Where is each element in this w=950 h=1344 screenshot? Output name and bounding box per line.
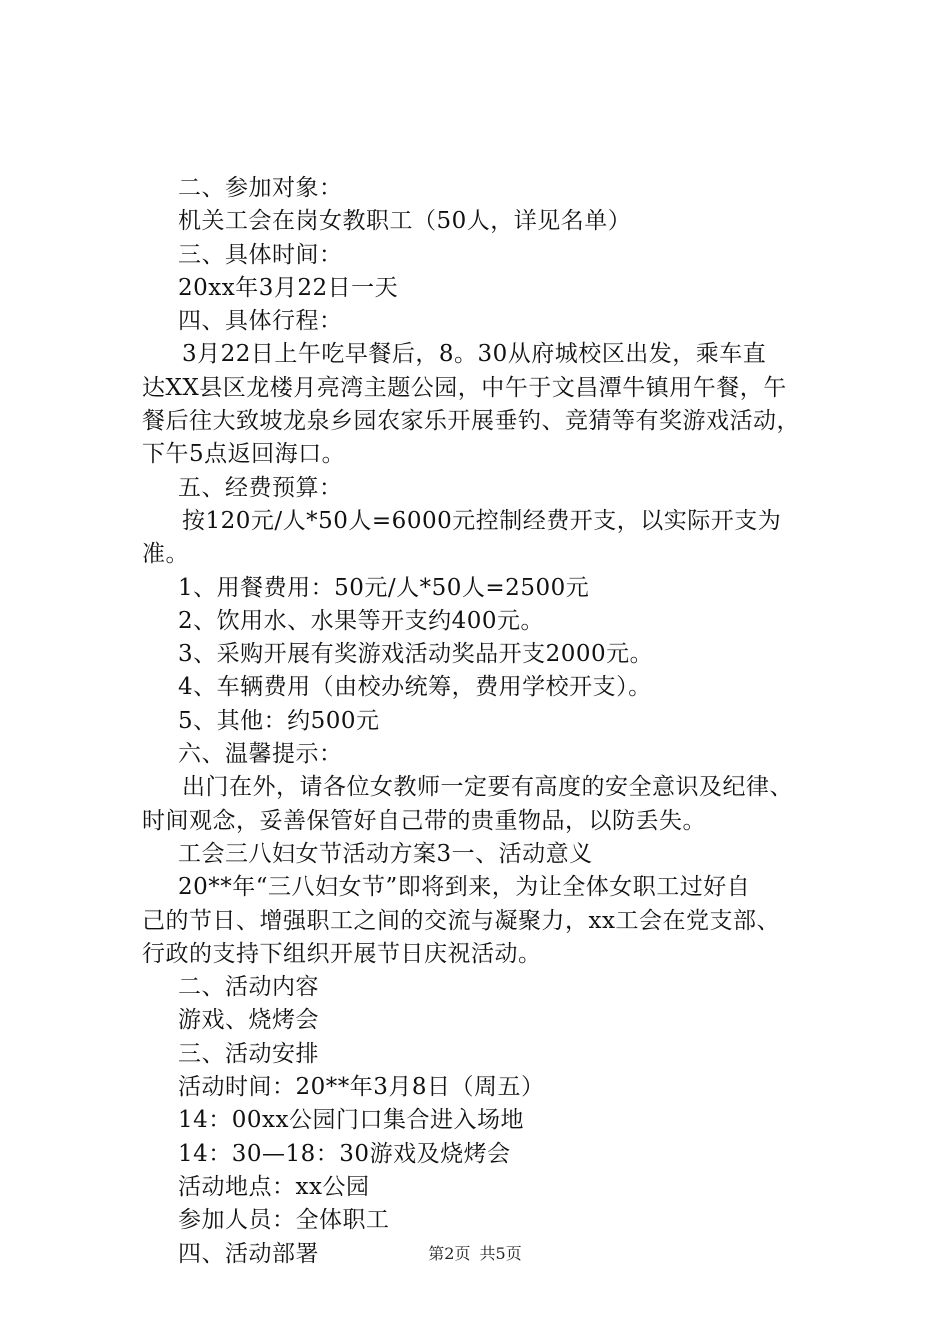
budget-item: 4、车辆费用（由校办统筹，费用学校开支）。 bbox=[178, 674, 652, 701]
page-total: 共5页 bbox=[479, 1244, 522, 1263]
text-line: 14：30—18：30游戏及烧烤会 bbox=[178, 1140, 511, 1167]
section-heading-arrangement: 三、活动安排 bbox=[178, 1040, 319, 1067]
section-heading-participants: 二、参加对象： bbox=[178, 175, 343, 201]
text-line: 14：00xx公园门口集合进入场地 bbox=[178, 1107, 524, 1134]
text-line: 时间观念，妥善保管好自己带的贵重物品，以防丢失。 bbox=[142, 807, 706, 834]
text-line: 准。 bbox=[142, 541, 189, 568]
text-line: 参加人员：全体职工 bbox=[178, 1207, 390, 1234]
text-line: 出门在外，请各位女教师一定要有高度的安全意识及纪律、 bbox=[182, 774, 793, 801]
text-line: 游戏、烧烤会 bbox=[178, 1007, 319, 1034]
document-body bbox=[142, 172, 832, 1271]
budget-item: 5、其他：约500元 bbox=[178, 707, 380, 734]
text-line: 己的节日、增强职工之间的交流与凝聚力，xx工会在党支部、 bbox=[142, 907, 780, 934]
section-heading-itinerary: 四、具体行程： bbox=[178, 308, 343, 335]
section-heading-deployment: 四、活动部署 bbox=[178, 1240, 319, 1267]
section-heading-time: 三、具体时间： bbox=[178, 241, 343, 268]
text-line: 餐后往大致坡龙泉乡园农家乐开展垂钓、竞猜等有奖游戏活动， bbox=[142, 408, 800, 435]
section-heading-content: 二、活动内容 bbox=[178, 974, 319, 1001]
text-line: 按120元/人*50人=6000元控制经费开支，以实际开支为 bbox=[182, 507, 782, 534]
section-heading-budget: 五、经费预算： bbox=[178, 474, 343, 501]
page-footer bbox=[0, 1244, 950, 1264]
text-line: 活动地点：xx公园 bbox=[178, 1173, 370, 1200]
budget-item: 3、采购开展有奖游戏活动奖品开支2000元。 bbox=[178, 641, 654, 668]
section-heading-tips: 六、温馨提示： bbox=[178, 741, 343, 768]
plan-title: 工会三八妇女节活动方案3一、活动意义 bbox=[178, 840, 593, 867]
text-line: 机关工会在岗女教职工（50人，详见名单） bbox=[178, 208, 632, 235]
text-line: 下午5点返回海口。 bbox=[142, 441, 346, 468]
page-number: 第2页 bbox=[428, 1244, 471, 1263]
text-line: 3月22日上午吃早餐后，8。30从府城校区出发，乘车直 bbox=[182, 341, 767, 368]
text-line: 达XX县区龙楼月亮湾主题公园，中午于文昌潭牛镇用午餐，午 bbox=[142, 374, 787, 401]
budget-item: 1、用餐费用：50元/人*50人=2500元 bbox=[178, 574, 590, 601]
text-line: 20**年“三八妇女节”即将到来，为让全体女职工过好自 bbox=[178, 874, 751, 901]
text-line: 行政的支持下组织开展节日庆祝活动。 bbox=[142, 940, 542, 967]
text-line: 活动时间：20**年3月8日（周五） bbox=[178, 1074, 545, 1101]
text-line: 20xx年3月22日一天 bbox=[178, 274, 399, 301]
budget-item: 2、饮用水、水果等开支约400元。 bbox=[178, 607, 545, 634]
